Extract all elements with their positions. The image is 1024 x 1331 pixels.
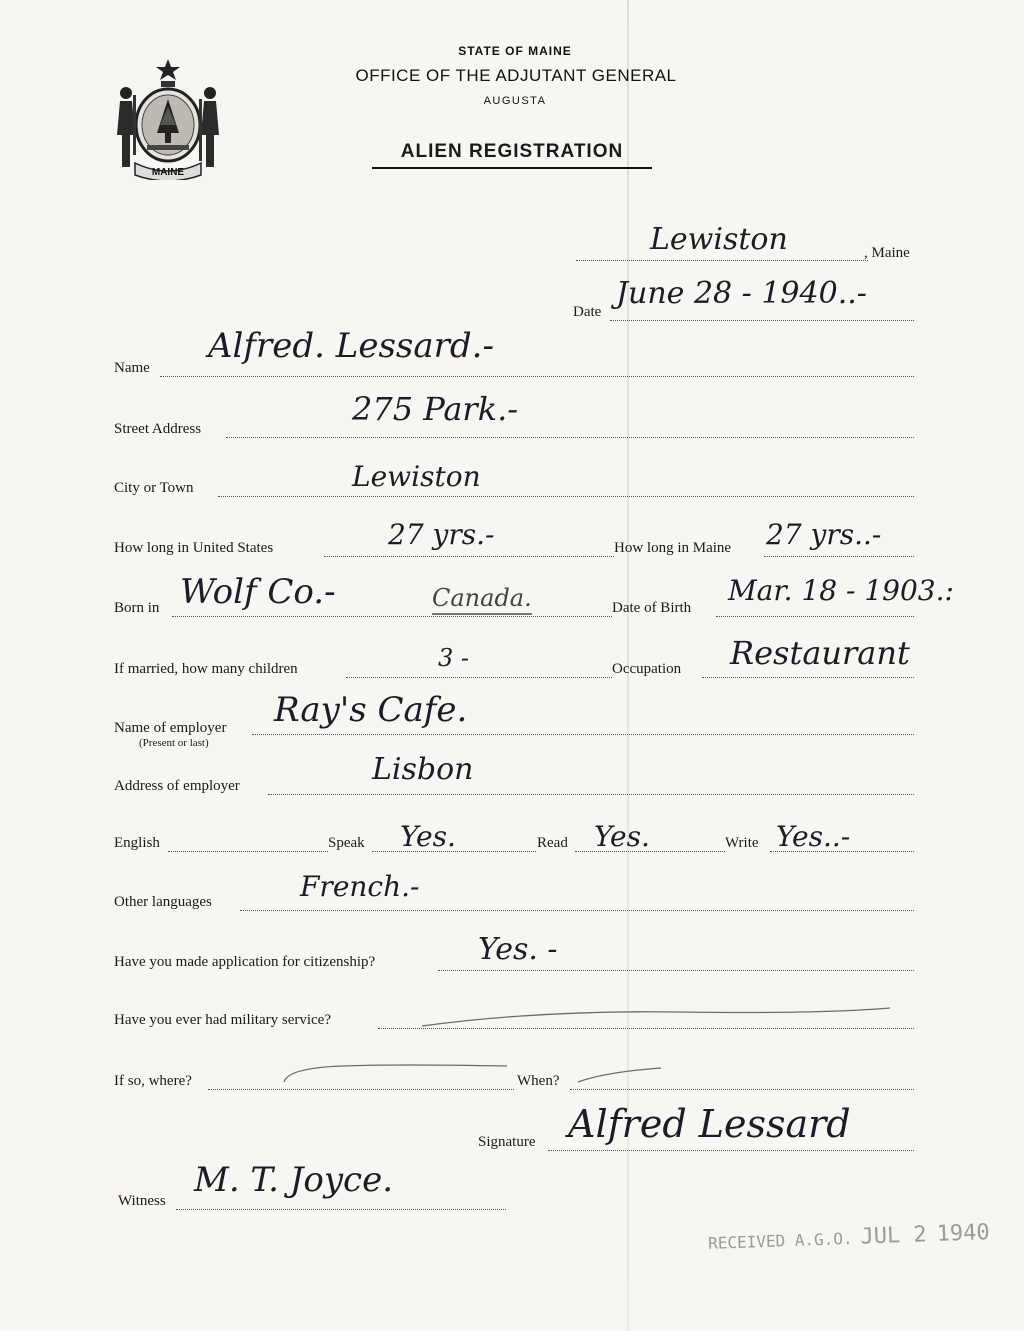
born-place-value: Wolf Co.- [180,572,336,612]
name-label: Name [114,360,150,376]
employer-note: (Present or last) [139,737,209,749]
date-label: Date [573,304,602,320]
town-line [576,260,868,261]
dob-label: Date of Birth [612,600,692,616]
english-label: English [114,835,160,851]
received-stamp [708,1220,990,1255]
write-value: Yes..- [776,820,851,853]
dob-line [716,616,914,617]
other-languages-label: Other languages [114,894,212,910]
stamp-year: 1940 [936,1220,991,1247]
read-value: Yes. [594,820,650,853]
where-line [208,1089,514,1090]
witness-line [176,1209,506,1210]
citizenship-value: Yes. - [478,932,558,967]
occupation-line [702,677,914,678]
us-line [324,556,614,557]
office-heading: OFFICE OF THE ADJUTANT GENERAL [355,66,677,85]
speak-label: Speak [328,835,365,851]
signature-line [548,1150,914,1151]
signature-value: Alfred Lessard [568,1102,851,1146]
maine-long-value: 27 yrs..- [766,518,882,551]
when-line [570,1089,914,1090]
married-line [346,677,612,678]
date-value: June 28 - 1940..- [616,276,867,311]
city-value: Lewiston [352,460,481,493]
name-line [160,376,914,377]
born-label: Born in [114,600,160,616]
witness-label: Witness [118,1193,166,1209]
employer-address-value: Lisbon [372,752,474,787]
witness-value: M. T. Joyce. [194,1160,394,1200]
us-value: 27 yrs.- [388,518,495,551]
maine-long-line [764,556,914,557]
employer-value: Ray's Cafe. [274,690,468,730]
town-value: Lewiston [650,222,788,257]
street-line [226,437,914,438]
where-dash-stroke [282,1060,512,1086]
other-languages-line [240,910,914,911]
stamp-received-text: RECEIVED A.G.O. [707,1228,853,1253]
when-dash-stroke [576,1064,666,1088]
city-label: City or Town [114,480,194,496]
signature-label: Signature [478,1134,536,1150]
stamp-month-day: JUL 2 [860,1222,928,1250]
employer-address-label: Address of employer [114,778,240,794]
children-value: 3 - [438,644,470,672]
street-value: 275 Park.- [352,390,519,428]
city-line [218,496,914,497]
employer-line [252,734,914,735]
born-country-value: Canada. [432,584,532,615]
citizenship-line [438,970,914,971]
read-label: Read [537,835,568,851]
dob-value: Mar. 18 - 1903.: [728,574,954,607]
born-line [172,616,612,617]
occupation-label: Occupation [612,661,682,677]
where-label: If so, where? [114,1073,192,1089]
us-label: How long in United States [114,540,274,556]
write-label: Write [725,835,759,851]
speak-value: Yes. [400,820,456,853]
name-value: Alfred. Lessard.- [208,326,494,366]
state-heading: STATE OF MAINE [458,44,572,58]
military-label: Have you ever had military service? [114,1012,331,1028]
english-line [168,851,328,852]
occupation-value: Restaurant [730,634,910,672]
military-dash-stroke [420,1004,900,1034]
employer-label: Name of employer [114,720,227,736]
maine-label: , Maine [864,245,910,261]
maine-long-label: How long in Maine [614,540,732,556]
employer-address-line [268,794,914,795]
city-heading: AUGUSTA [483,95,547,107]
married-label: If married, how many children [114,661,298,677]
form-title: ALIEN REGISTRATION [372,141,652,169]
when-label: When? [517,1073,560,1089]
date-line [610,320,914,321]
seal-banner-text: MAINE [151,167,185,178]
citizenship-label: Have you made application for citizenship? [114,954,376,970]
street-label: Street Address [114,421,202,437]
other-languages-value: French.- [300,870,420,903]
